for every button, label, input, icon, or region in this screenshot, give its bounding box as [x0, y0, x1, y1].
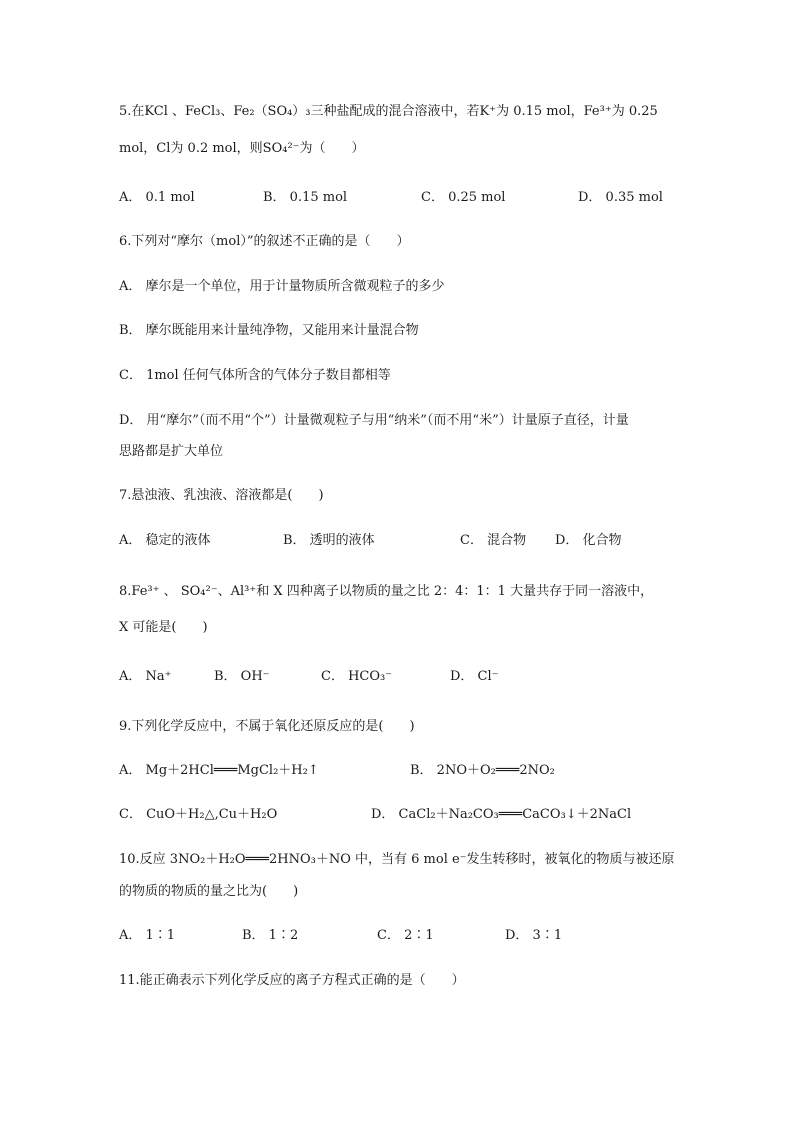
q8-stem-line2: X 可能是( )	[119, 620, 208, 635]
q7-stem: 7.悬浊液、乳浊液、溶液都是( )	[119, 488, 324, 503]
q6-option-a: A． 摩尔是一个单位，用于计量物质所含微观粒子的多少	[119, 279, 445, 294]
q8-option-c: C． HCO₃⁻	[321, 669, 393, 684]
q10-option-b: B． 1∶2	[242, 928, 299, 943]
q9-option-c: C． CuO＋H₂△,Cu＋H₂O	[119, 807, 278, 822]
q5-stem-line2: mol，Cl为 0.2 mol，则SO₄²⁻为（ ）	[119, 141, 365, 156]
q7-option-c: C． 混合物	[460, 533, 527, 548]
q9-option-a: A． Mg＋2HCl═══MgCl₂＋H₂↑	[119, 763, 319, 778]
q9-option-d: D． CaCl₂＋Na₂CO₃═══CaCO₃↓＋2NaCl	[371, 807, 632, 822]
q7-option-b: B． 透明的液体	[283, 533, 375, 548]
q5-stem-line1: 5.在KCl 、FeCl₃、Fe₂（SO₄）₃三种盐配成的混合溶液中，若K⁺为 0.15 mol，Fe³⁺为 0.25	[119, 104, 658, 119]
q9-stem: 9.下列化学反应中，不属于氧化还原反应的是( )	[119, 719, 415, 734]
q6-option-d-line1: D． 用“摩尔”（而不用“个”）计量微观粒子与用“纳米”（而不用“米”）计量原子直径，计量	[119, 413, 629, 428]
q7-option-d: D． 化合物	[555, 533, 622, 548]
q6-option-b: B． 摩尔既能用来计量纯净物，又能用来计量混合物	[119, 323, 419, 338]
q10-stem-line2: 的物质的物质的量之比为( )	[119, 884, 299, 899]
q10-option-a: A． 1∶1	[119, 928, 176, 943]
q5-option-b: B． 0.15 mol	[263, 190, 348, 205]
q6-option-c: C． 1mol 任何气体所含的气体分子数目都相等	[119, 368, 391, 383]
q5-option-c: C． 0.25 mol	[421, 190, 506, 205]
q8-option-d: D． Cl⁻	[450, 669, 499, 684]
q5-option-d: D． 0.35 mol	[578, 190, 663, 205]
q8-stem-line1: 8.Fe³⁺ 、 SO₄²⁻、Al³⁺和 X 四种离子以物质的量之比 2：4：1：1 大量共存于同一溶液中，	[119, 584, 654, 599]
q7-option-a: A． 稳定的液体	[119, 533, 211, 548]
q11-stem: 11.能正确表示下列化学反应的离子方程式正确的是（ ）	[119, 973, 465, 988]
q6-stem: 6.下列对“摩尔（mol）”的叙述不正确的是（ ）	[119, 234, 410, 249]
q9-option-b: B． 2NO＋O₂═══2NO₂	[410, 763, 555, 778]
q10-stem-line1: 10.反应 3NO₂＋H₂O═══2HNO₃＋NO 中，当有 6 mol e⁻发生转移时，被氧化的物质与被还原	[119, 852, 675, 867]
q6-option-d-line2: 思路都是扩大单位	[119, 444, 224, 459]
q5-option-a: A． 0.1 mol	[119, 190, 195, 205]
q8-option-b: B． OH⁻	[214, 669, 270, 684]
q8-option-a: A． Na⁺	[119, 669, 172, 684]
q10-option-d: D． 3∶1	[505, 928, 563, 943]
q10-option-c: C． 2∶1	[377, 928, 434, 943]
